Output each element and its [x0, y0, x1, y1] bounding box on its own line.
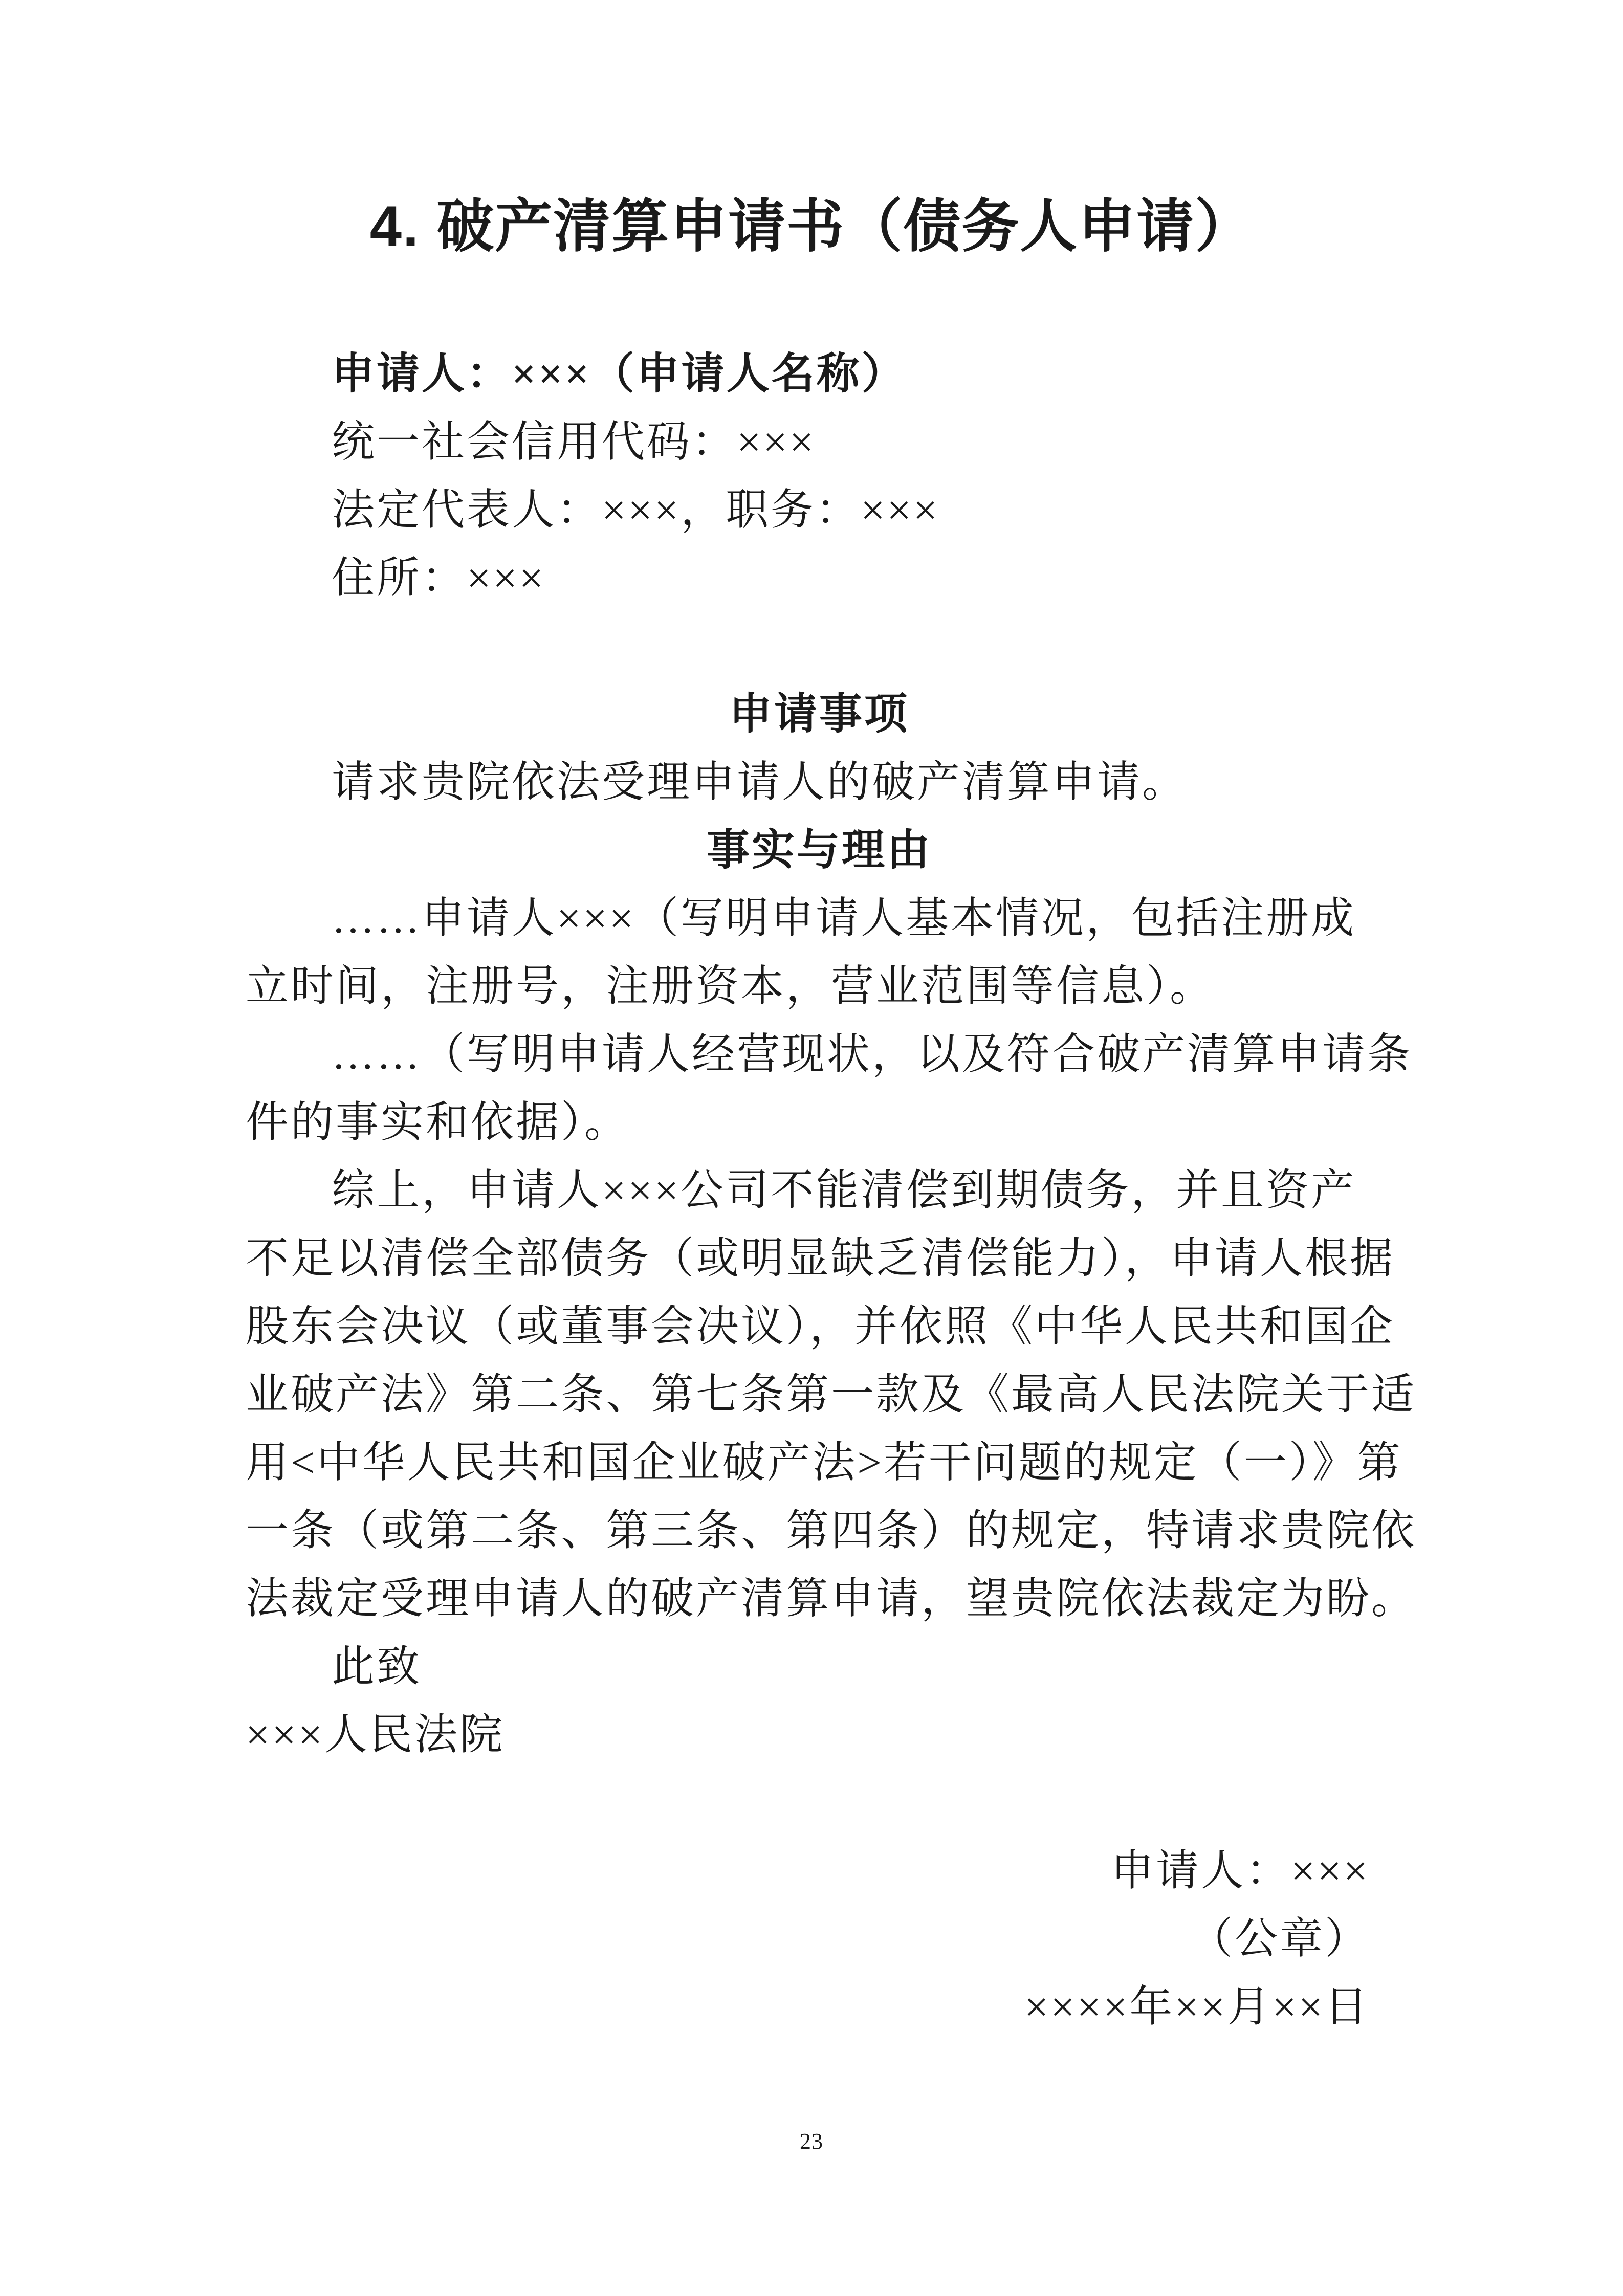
salute-line: 此致	[332, 1643, 422, 1691]
court-line: ×××人民法院	[246, 1711, 505, 1759]
facts-line-4: 件的事实和依据）。	[246, 1099, 630, 1146]
facts-line-5: 综上，申请人×××公司不能清偿到期债务，并且资产	[332, 1167, 1356, 1215]
facts-line-11: 法裁定受理申请人的破产清算申请，望贵院依法裁定为盼。	[246, 1575, 1417, 1623]
document-title: 4. 破产清算申请书（债务人申请）	[369, 194, 1254, 258]
credit-code-line: 统一社会信用代码：×××	[332, 418, 816, 466]
facts-line-1: ……申请人×××（写明申请人基本情况，包括注册成	[332, 895, 1356, 942]
document-content	[246, 340, 1417, 2041]
facts-line-8: 业破产法》第二条、第七条第一款及《最高人民法院关于适	[246, 1371, 1417, 1419]
address-line: 住所：×××	[332, 555, 546, 602]
facts-line-6: 不足以清偿全部债务（或明显缺乏清偿能力），申请人根据	[246, 1235, 1395, 1283]
facts-heading: 事实与理由	[706, 827, 932, 874]
facts-line-10: 一条（或第二条、第三条、第四条）的规定，特请求贵院依	[246, 1507, 1417, 1555]
facts-line-2: 立时间，注册号，注册资本，营业范围等信息）。	[246, 963, 1215, 1010]
facts-line-7: 股东会决议（或董事会决议），并依照《中华人民共和国企	[246, 1303, 1395, 1351]
signature-seal-line: （公章）	[1189, 1915, 1370, 1963]
page-number: 23	[800, 2129, 823, 2154]
legal-representative-line: 法定代表人：×××，职务：×××	[332, 487, 940, 534]
applicant-info-block	[246, 340, 1393, 612]
request-heading: 申请事项	[729, 691, 909, 738]
signature-block	[246, 1837, 1393, 2041]
signature-applicant-line: 申请人：×××	[1110, 1847, 1370, 1895]
signature-date-line: ××××年××月××日	[1024, 1983, 1370, 2031]
request-body-line: 请求贵院依法受理申请人的破产清算申请。	[332, 759, 1188, 806]
applicant-line: 申请人：×××（申请人名称）	[332, 350, 907, 398]
facts-line-9: 用<中华人民共和国企业破产法>若干问题的规定（一）》第	[246, 1439, 1402, 1487]
facts-line-3: ……（写明申请人经营现状，以及符合破产清算申请条	[332, 1031, 1413, 1078]
document-body	[246, 680, 1417, 1769]
